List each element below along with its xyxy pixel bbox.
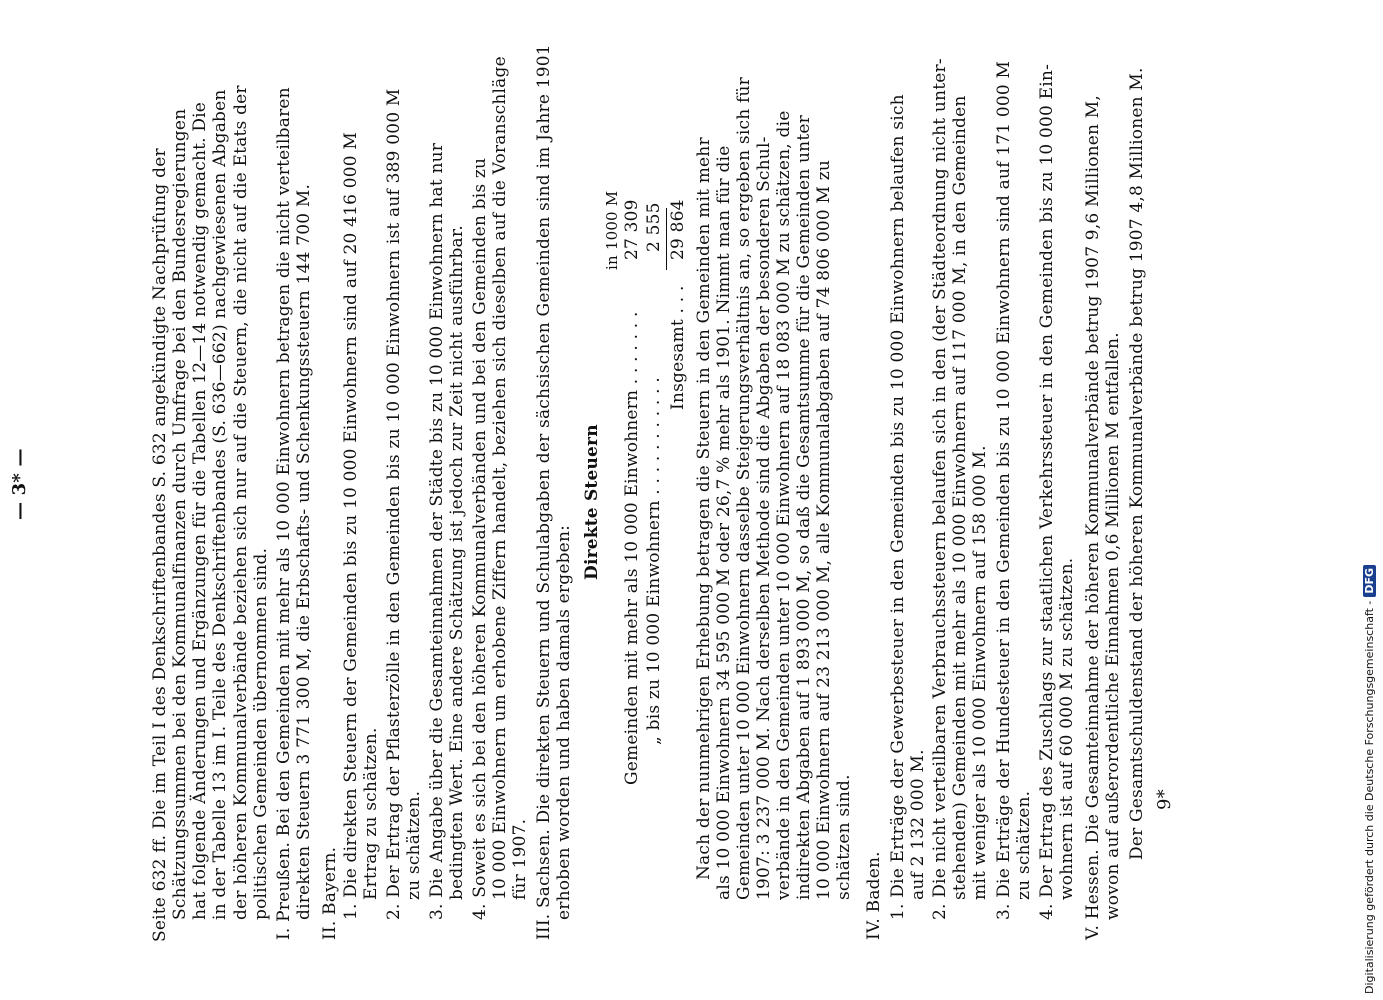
table-total-value: 29 864 — [668, 199, 688, 260]
text-line: 1. Die direkten Steuern der Gemeinden bis zu 10 000 Einwohnern sind auf 20 416 000 M — [341, 132, 361, 920]
text-line: I. Preußen. Bei den Gemeinden mit mehr als 10 000 Einwohnern betragen die nicht verteilbaren — [274, 87, 294, 940]
text-line: als 10 000 Einwohnern 34 595 000 M oder 26,7 % mehr als 1901. Nimmt man für die — [714, 145, 734, 900]
text-line: 4. Soweit es sich bei den höheren Kommunalverbänden und bei den Gemeinden bis zu — [470, 157, 490, 920]
text-line: wohnern ist auf 60 000 M zu schätzen. — [1057, 557, 1077, 900]
text-line: Gemeinden unter 10 000 Einwohnern dasselbe Steigerungsverhältnis an, so ergeben sich für — [734, 77, 754, 900]
table-total-label: Insgesamt . . . — [668, 285, 688, 410]
text-line: 4. Der Ertrag des Zuschlags zur staatlichen Verkehrssteuer in den Gemeinden bis zu 10 000 Ein- — [1037, 63, 1057, 920]
table-unit: in 1000 M — [603, 190, 621, 270]
dfg-footer-text: Digitalisierung gefördert durch die Deutsche Forschungsgemeinschaft - — [1363, 600, 1376, 994]
text-line: Nach der nunmehrigen Erhebung betragen die Steuern in den Gemeinden mit mehr — [694, 137, 714, 880]
page-marker: — 3* — — [9, 448, 30, 520]
text-line: mit weniger als 10 000 Einwohnern auf 158 000 M. — [970, 445, 990, 900]
text-line: 3. Die Angabe über die Gesamteinnahmen der Städte bis zu 10 000 Einwohnern hat nur — [427, 142, 447, 920]
text-line: für 1907. — [510, 818, 530, 900]
text-line: Der Gesamtschuldenstand der höheren Kommunalverbände betrug 1907 4,8 Millionen M. — [1127, 67, 1147, 860]
table-title: Direkte Steuern — [582, 424, 602, 580]
text-line: 1. Die Erträge der Gewerbesteuer in den Gemeinden bis zu 10 000 Einwohnern belaufen sich — [888, 94, 908, 920]
text-line: wovon auf außerordentliche Einnahmen 0,6 Millionen M entfallen. — [1103, 332, 1123, 920]
text-line: 10 000 Einwohnern auf 23 213 000 M, alle Kommunalabgaben auf 74 806 000 M zu — [814, 159, 834, 900]
text-line: 3. Die Erträge der Hundesteuer in den Gemeinden bis zu 10 000 Einwohnern sind auf 171 000 M — [994, 60, 1014, 920]
text-line: Ertrag zu schätzen. — [361, 727, 381, 900]
text-line: schätzen sind. — [834, 774, 854, 900]
text-line: IV. Baden. — [864, 851, 884, 940]
text-line: Schätzungssummen bei den Kommunalfinanzen durch Umfrage bei den Bundesregierungen — [170, 108, 190, 920]
text-line: 2. Die nicht verteilbaren Verbrauchssteuern belaufen sich in den (der Städteordnung nicht unter- — [930, 58, 950, 920]
text-line: indirekten Abgaben auf 1 893 000 M, so daß die Gesamtsumme für die Gemeinden unter — [794, 115, 814, 900]
text-line: bedingten Wert. Eine andere Schätzung ist jedoch zur Zeit nicht ausführbar. — [447, 225, 467, 900]
text-line: direkten Steuern 3 771 300 M, die Erbschafts- und Schenkungssteuern 144 700 M. — [294, 183, 314, 920]
text-line: verbände in den Gemeinden unter 10 000 Einwohnern auf 18 083 000 M zu schätzen, die — [774, 110, 794, 900]
text-line: zu schätzen. — [404, 790, 424, 900]
text-line: 10 000 Einwohnern um erhobene Ziffern handelt, beziehen sich dieselben auf die Voranschläge — [490, 56, 510, 900]
text-line: politischen Gemeinden übernommen sind. — [251, 547, 271, 920]
text-line: auf 2 132 000 M. — [908, 749, 928, 900]
text-line: Seite 632 ff. Die im Teil I des Denkschriftenbandes S. 632 angekündigte Nachprüfung der — [150, 148, 170, 942]
table-row-value: 2 555 — [644, 202, 664, 252]
table-row-label: „ bis zu 10 000 Einwohnern . . . . . . . . . . . — [644, 377, 664, 745]
text-line: erhoben worden und haben damals ergeben: — [554, 524, 574, 920]
table-sum-rule — [666, 208, 667, 270]
text-line: der höheren Kommunalverbände beziehen sich nur auf die Steuern, die nicht auf die Etats der — [231, 85, 251, 920]
text-line: stehenden) Gemeinden mit mehr als 10 000 Einwohnern auf 117 000 M, in den Gemeinden — [950, 95, 970, 900]
text-line: III. Sachsen. Die direkten Steuern und Schulabgaben der sächsischen Gemeinden sind im Jahre 1901 — [534, 44, 554, 940]
text-line: II. Bayern. — [320, 846, 340, 940]
table-row-label: Gemeinden mit mehr als 10 000 Einwohnern . . . . . . . — [622, 311, 642, 785]
text-line: zu schätzen. — [1014, 790, 1034, 900]
text-line: 2. Der Ertrag der Pflasterzölle in den Gemeinden bis zu 10 000 Einwohnern ist auf 389 000 M — [384, 88, 404, 920]
dfg-logo: DFG — [1363, 565, 1376, 597]
sheet-signature: 9* — [1154, 789, 1175, 810]
table-row-value: 27 309 — [622, 199, 642, 260]
text-line: V. Hessen. Die Gesamteinnahme der höheren Kommunalverbände betrug 1907 9,6 Millionen M, — [1083, 94, 1103, 940]
text-line: hat folgende Änderungen und Ergänzungen für die Tabellen 12—14 notwendig gemacht. Die — [190, 101, 210, 920]
text-line: in der Tabelle 13 im I. Teile des Denkschriftenbandes (S. 636—662) nachgewiesenen Abgaben — [210, 89, 230, 920]
dfg-footer — [1363, 565, 1376, 994]
text-line: 1907: 3 237 000 M. Nach derselben Methode sind die Abgaben der besonderen Schul- — [754, 136, 774, 900]
